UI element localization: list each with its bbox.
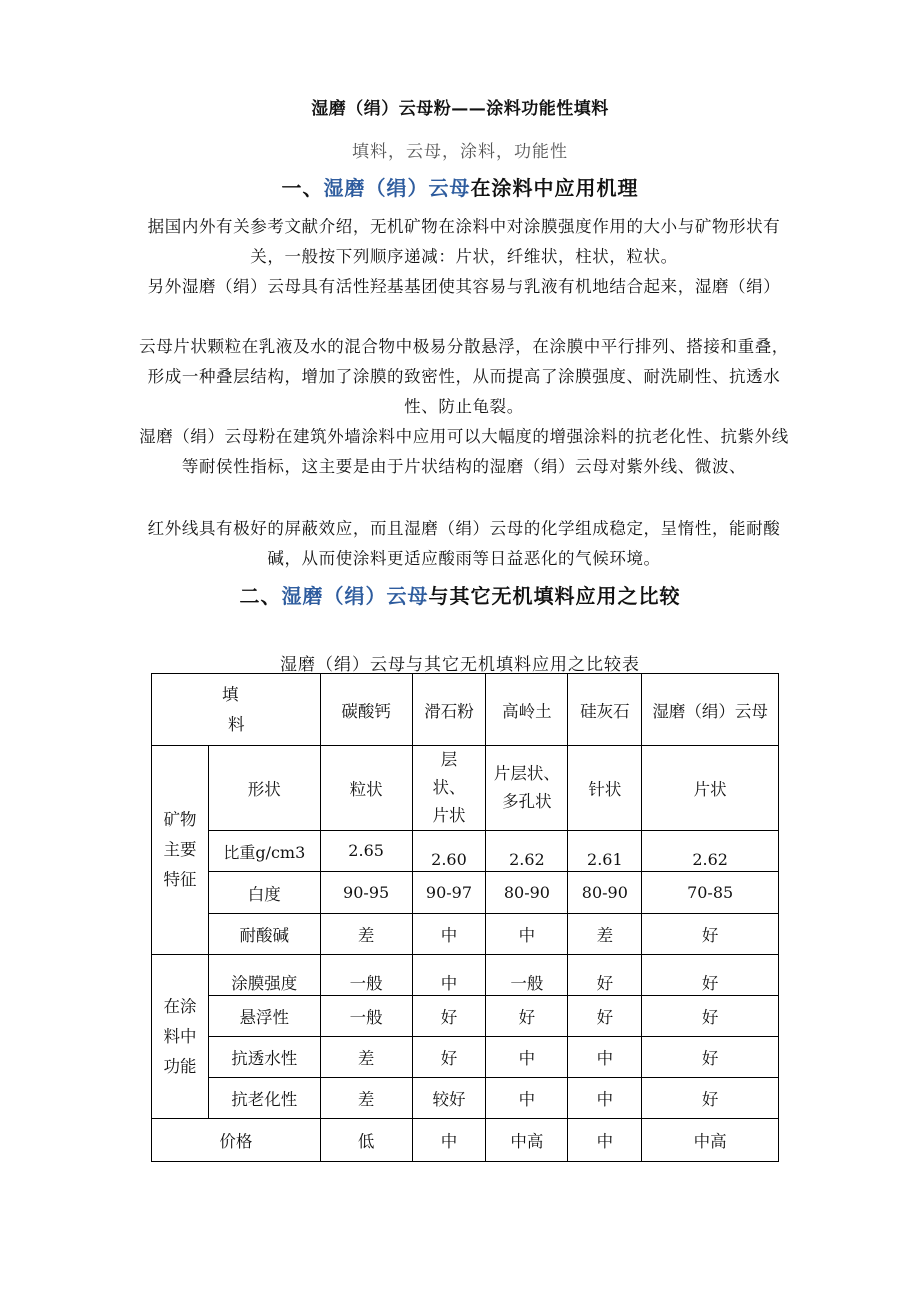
section-1-number: 一、 [281,176,324,200]
table-cell: 好 [412,1037,486,1078]
table-cell: 2.60 [412,831,486,872]
corner-label-top: 填 [222,684,239,704]
table-cell: 一般 [486,955,568,996]
table-cell: 好 [642,1078,779,1119]
table-row [152,996,779,1037]
row-label: 悬浮性 [208,996,320,1037]
table-cell: 90-97 [412,872,486,914]
table-cell: 中 [412,955,486,996]
table-row [152,1078,779,1119]
section-heading-2 [0,580,920,609]
table-cell: 好 [568,955,642,996]
header-filler: 碳酸钙 [320,674,412,746]
row-label: 抗老化性 [208,1078,320,1119]
row-label: 耐酸碱 [208,914,320,955]
table-cell [412,746,486,831]
group-label-line: 功能 [163,1056,197,1076]
table-cell: 80-90 [568,872,642,914]
section-1-highlight: 湿磨（绢）云母 [323,176,471,200]
group-label-function [152,955,209,1119]
table-cell: 2.62 [642,831,779,872]
table-cell: 好 [642,996,779,1037]
paragraph-hydroxyl: 另外湿磨（绢）云母具有活性羟基基团使其容易与乳液有机地结合起来，湿磨（绢） [147,277,781,296]
header-filler: 硅灰石 [568,674,642,746]
row-label: 抗透水性 [208,1037,320,1078]
table-cell: 差 [320,1037,412,1078]
section-2-number: 二、 [239,584,282,608]
section-2-text: 与其它无机填料应用之比较 [428,584,681,608]
paragraph-weathering: 湿磨（绢）云母粉在建筑外墙涂料中应用可以大幅度的增强涂料的抗老化性、抗紫外线等耐侯性指标，这主要是由于片状结构的湿磨（绢）云母对紫外线、微波、 [139,427,789,476]
table-cell: 好 [642,1037,779,1078]
table-cell [486,746,568,831]
group-label-line: 在涂 [163,996,197,1016]
table-cell: 中高 [486,1119,568,1162]
document-title: 湿磨（绢）云母粉——涂料功能性填料 [311,99,609,119]
table-row [152,955,779,996]
table-cell: 中 [412,914,486,955]
row-label: 形状 [208,746,320,831]
paragraph-shielding: 红外线具有极好的屏蔽效应，而且湿磨（绢）云母的化学组成稳定，呈惰性，能耐酸碱，从而使涂料更适应酸雨等日益恶化的气候环境。 [147,519,781,568]
table-cell: 90-95 [320,872,412,914]
section-1-text: 在涂料中应用机理 [470,176,639,200]
table-cell: 好 [568,996,642,1037]
group-label-line: 矿物 [163,810,197,829]
table-row [152,914,779,955]
table-cell: 中 [486,1037,568,1078]
table-cell: 一般 [320,955,412,996]
table-row [152,746,779,831]
group-label-mineral [152,746,209,955]
table-cell: 差 [568,914,642,955]
table-header-row [152,674,779,746]
row-label: 比重g/cm3 [208,831,320,872]
table-cell: 差 [320,914,412,955]
wrapped-text: 片层状、多孔状 [493,764,560,811]
table-cell: 中 [568,1037,642,1078]
table-cell: 好 [412,996,486,1037]
table-cell: 好 [486,996,568,1037]
header-corner-cell [152,674,321,746]
table-cell: 中 [486,914,568,955]
table-cell: 中 [486,1078,568,1119]
section-2-highlight: 湿磨（绢）云母 [281,584,429,608]
table-cell: 中 [412,1119,486,1162]
table-cell: 2.65 [320,831,412,872]
wrapped-text: 层状、片状 [432,750,466,825]
table-cell: 中 [568,1119,642,1162]
table-cell: 70-85 [642,872,779,914]
paragraph-mineral-shape: 据国内外有关参考文献介绍，无机矿物在涂料中对涂膜强度作用的大小与矿物形状有关，一般按下列顺序递减：片状，纤维状，柱状，粒状。 [147,217,781,266]
section-heading-1 [0,172,920,201]
table-cell: 低 [320,1119,412,1162]
table-row-price [152,1119,779,1162]
table-cell: 一般 [320,996,412,1037]
row-label: 白度 [208,872,320,914]
table-cell: 差 [320,1078,412,1119]
table-cell: 片状 [642,746,779,831]
table-cell: 80-90 [486,872,568,914]
table-row [152,831,779,872]
corner-label-bottom: 料 [228,714,245,734]
row-label: 价格 [152,1119,321,1162]
table-cell: 2.61 [568,831,642,872]
table-caption: 湿磨（绢）云母与其它无机填料应用之比较表 [280,655,640,675]
header-filler: 湿磨（绢）云母 [642,674,779,746]
table-cell: 针状 [568,746,642,831]
comparison-table [151,673,779,1162]
header-filler: 滑石粉 [412,674,486,746]
row-label: 涂膜强度 [208,955,320,996]
table-cell: 中高 [642,1119,779,1162]
table-row [152,872,779,914]
table-cell: 较好 [412,1078,486,1119]
table-cell: 中 [568,1078,642,1119]
table-cell: 好 [642,914,779,955]
group-label-line: 主要 [163,840,197,859]
table-cell: 粒状 [320,746,412,831]
paragraph-dispersion: 云母片状颗粒在乳液及水的混合物中极易分散悬浮，在涂膜中平行排列、搭接和重叠，形成一种叠层结构，增加了涂膜的致密性，从而提高了涂膜强度、耐洗刷性、抗透水性、防止龟裂。 [139,337,789,416]
table-cell: 好 [642,955,779,996]
table-cell: 2.62 [486,831,568,872]
header-filler: 高岭土 [486,674,568,746]
group-label-line: 料中 [163,1026,197,1046]
group-label-line: 特征 [163,870,197,889]
document-keywords: 填料，云母，涂料，功能性 [352,142,568,162]
table-row [152,1037,779,1078]
